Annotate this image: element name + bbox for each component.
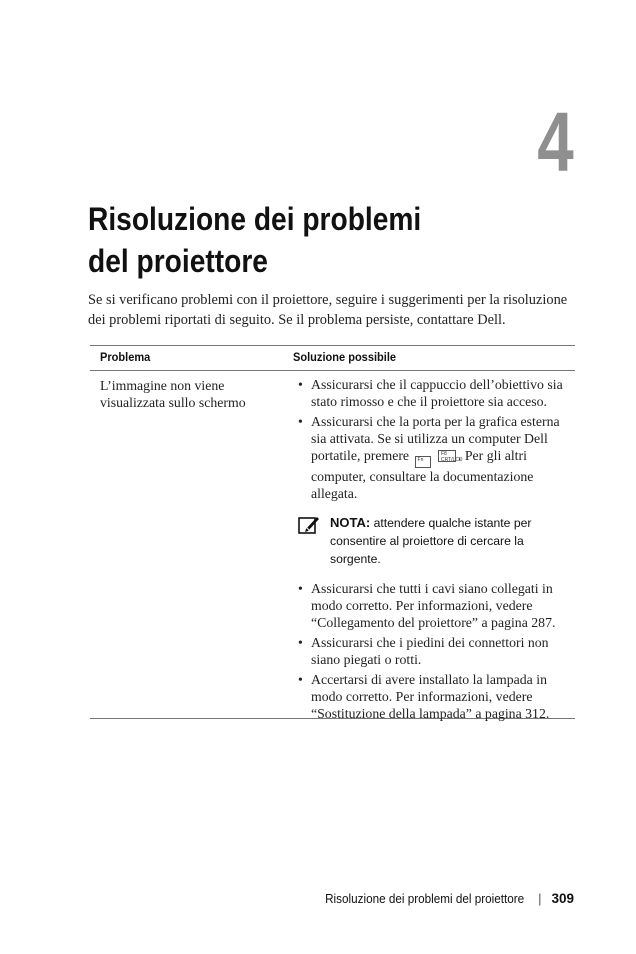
f8-key-icon: F8 CRT/LCD	[438, 450, 456, 462]
note-box	[296, 514, 576, 568]
problem-cell: L’immagine non viene visualizzata sullo schermo	[100, 378, 246, 410]
bullet-icon: •	[298, 581, 303, 596]
column-header-problem: Problema	[100, 350, 151, 364]
solution-text: Assicurarsi che il cappuccio dell’obiettivo sia stato rimosso e che il proiettore sia acceso.	[311, 377, 563, 409]
solution-item	[296, 376, 576, 410]
solution-item	[296, 413, 576, 502]
solution-text: Assicurarsi che i piedini dei connettori non siano piegati o rotti.	[311, 635, 549, 667]
page-number: 309	[551, 891, 574, 906]
table-header	[90, 346, 575, 371]
solution-text: Assicurarsi che tutti i cavi siano collegati in modo corretto. Per informazioni, vedere “Collegamento del proiettore” a pagina 287.	[311, 581, 556, 630]
column-header-solution: Soluzione possibile	[293, 350, 397, 364]
footer-title: Risoluzione dei problemi del proiettore	[325, 891, 525, 906]
page-footer	[303, 891, 574, 906]
title-line-1: Risoluzione dei problemi	[88, 201, 422, 237]
footer-separator: |	[538, 891, 542, 906]
bullet-icon: •	[298, 414, 303, 429]
solution-text: Accertarsi di avere installato la lampada in modo corretto. Per informazioni, vedere “Sostituzione della lampada” a pagina 312.	[311, 672, 550, 721]
note-label: NOTA:	[330, 515, 371, 530]
fn-key-icon: Fn	[415, 456, 431, 468]
solution-item	[296, 580, 576, 631]
table-row	[90, 371, 575, 721]
solution-cell	[296, 376, 576, 725]
chapter-number: 4	[537, 95, 574, 189]
note-text: attendere qualche istante per consentire al proiettore di cercare la sorgente.	[330, 516, 532, 566]
page-title	[88, 198, 421, 282]
intro-paragraph: Se si verificano problemi con il proiettore, seguire i suggerimenti per la risoluzione dei problemi riportati di seguito. Se il problema persiste, contattare Dell.	[88, 292, 568, 328]
solution-text-continued: . Per gli altri computer, consultare la documentazione allegata.	[311, 448, 534, 501]
bullet-icon: •	[298, 672, 303, 687]
pencil-note-icon	[298, 515, 320, 535]
solution-item	[296, 671, 576, 722]
solution-item	[296, 634, 576, 668]
title-line-2: del proiettore	[88, 243, 268, 279]
troubleshooting-table	[90, 345, 575, 719]
solution-text: Assicurarsi che la porta per la grafica esterna sia attivata. Se si utilizza un computer Dell portatile, premere	[311, 414, 560, 463]
bullet-icon: •	[298, 377, 303, 392]
bullet-icon: •	[298, 635, 303, 650]
